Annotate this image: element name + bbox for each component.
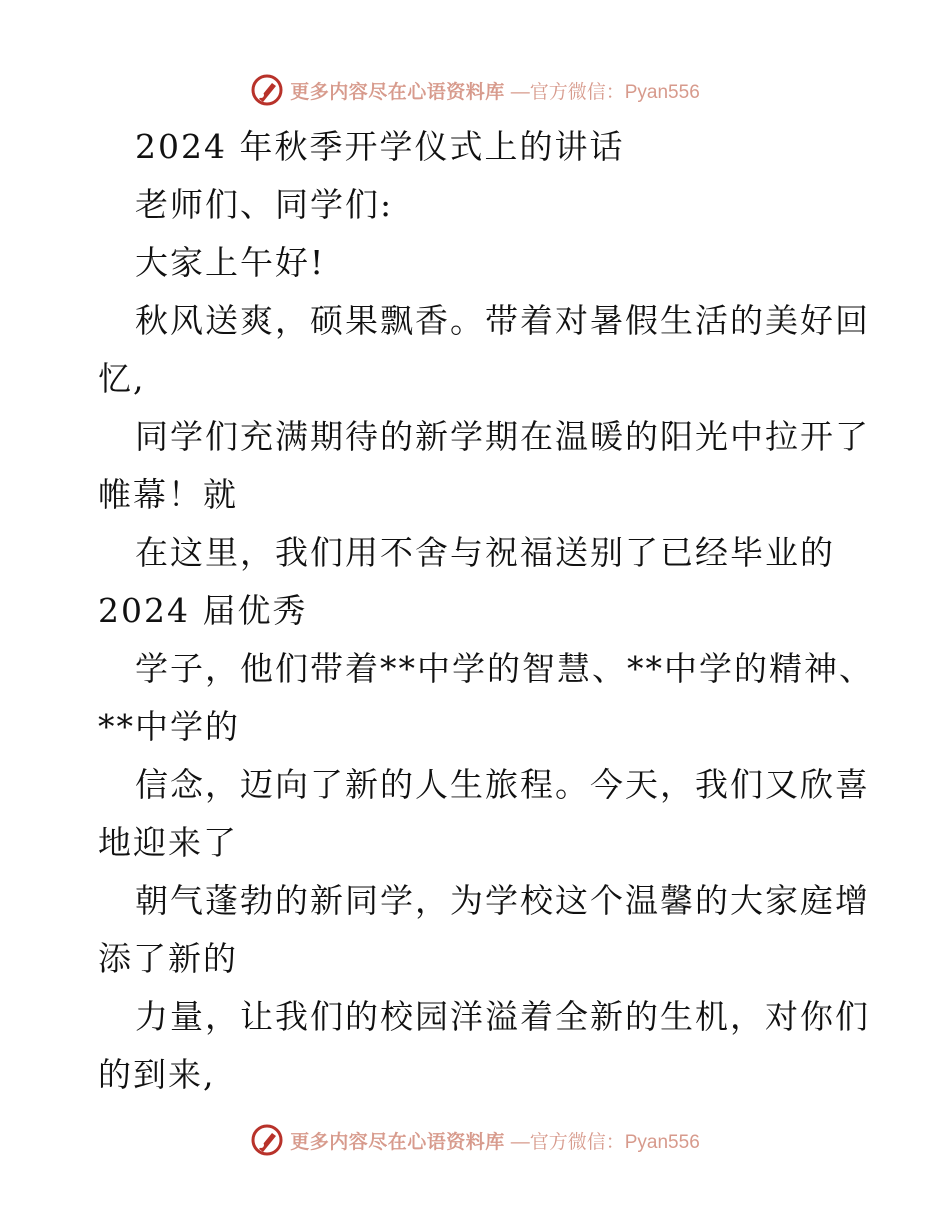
paragraph-line: **中学的 <box>98 707 240 746</box>
document-body <box>98 118 874 1104</box>
paragraph-line: 在这里，我们用不舍与祝福送别了已经毕业的 <box>135 533 835 572</box>
paragraph-line: 的到来, <box>98 1055 216 1094</box>
paragraph-line: 地迎来了 <box>98 823 238 862</box>
greeting: 大家上午好! <box>135 243 326 282</box>
pen-circle-logo-icon <box>250 1123 284 1157</box>
paragraph-line: 2024 届优秀 <box>98 591 308 630</box>
footer-wechat-text: —官方微信：Pyan556 <box>510 1131 700 1153</box>
paragraph-line: 力量，让我们的校园洋溢着全新的生机，对你们 <box>135 997 870 1036</box>
paragraph-line: 添了新的 <box>98 939 238 978</box>
header-brand-text: 更多内容尽在心语资料库 <box>290 80 505 103</box>
paragraph-line: 秋风送爽，硕果飘香。带着对暑假生活的美好回 <box>135 301 870 340</box>
paragraph-line: 忆, <box>98 359 146 398</box>
paragraph-line: 学子，他们带着**中学的智慧、**中学的精神、 <box>135 649 874 688</box>
salutation: 老师们、同学们: <box>135 185 394 224</box>
document-title: 2024 年秋季开学仪式上的讲话 <box>135 127 625 166</box>
paragraph-line: 同学们充满期待的新学期在温暖的阳光中拉开了 <box>135 417 870 456</box>
paragraph-line: 朝气蓬勃的新同学，为学校这个温馨的大家庭增 <box>135 881 870 920</box>
header-wechat-text: —官方微信：Pyan556 <box>510 81 700 103</box>
paragraph-line: 帷幕！就 <box>98 475 238 514</box>
paragraph-line: 信念，迈向了新的人生旅程。今天，我们又欣喜 <box>135 765 870 804</box>
footer-banner <box>0 1120 950 1160</box>
header-banner <box>0 70 950 110</box>
pen-circle-logo-icon <box>250 73 284 107</box>
footer-brand-text: 更多内容尽在心语资料库 <box>290 1130 505 1153</box>
